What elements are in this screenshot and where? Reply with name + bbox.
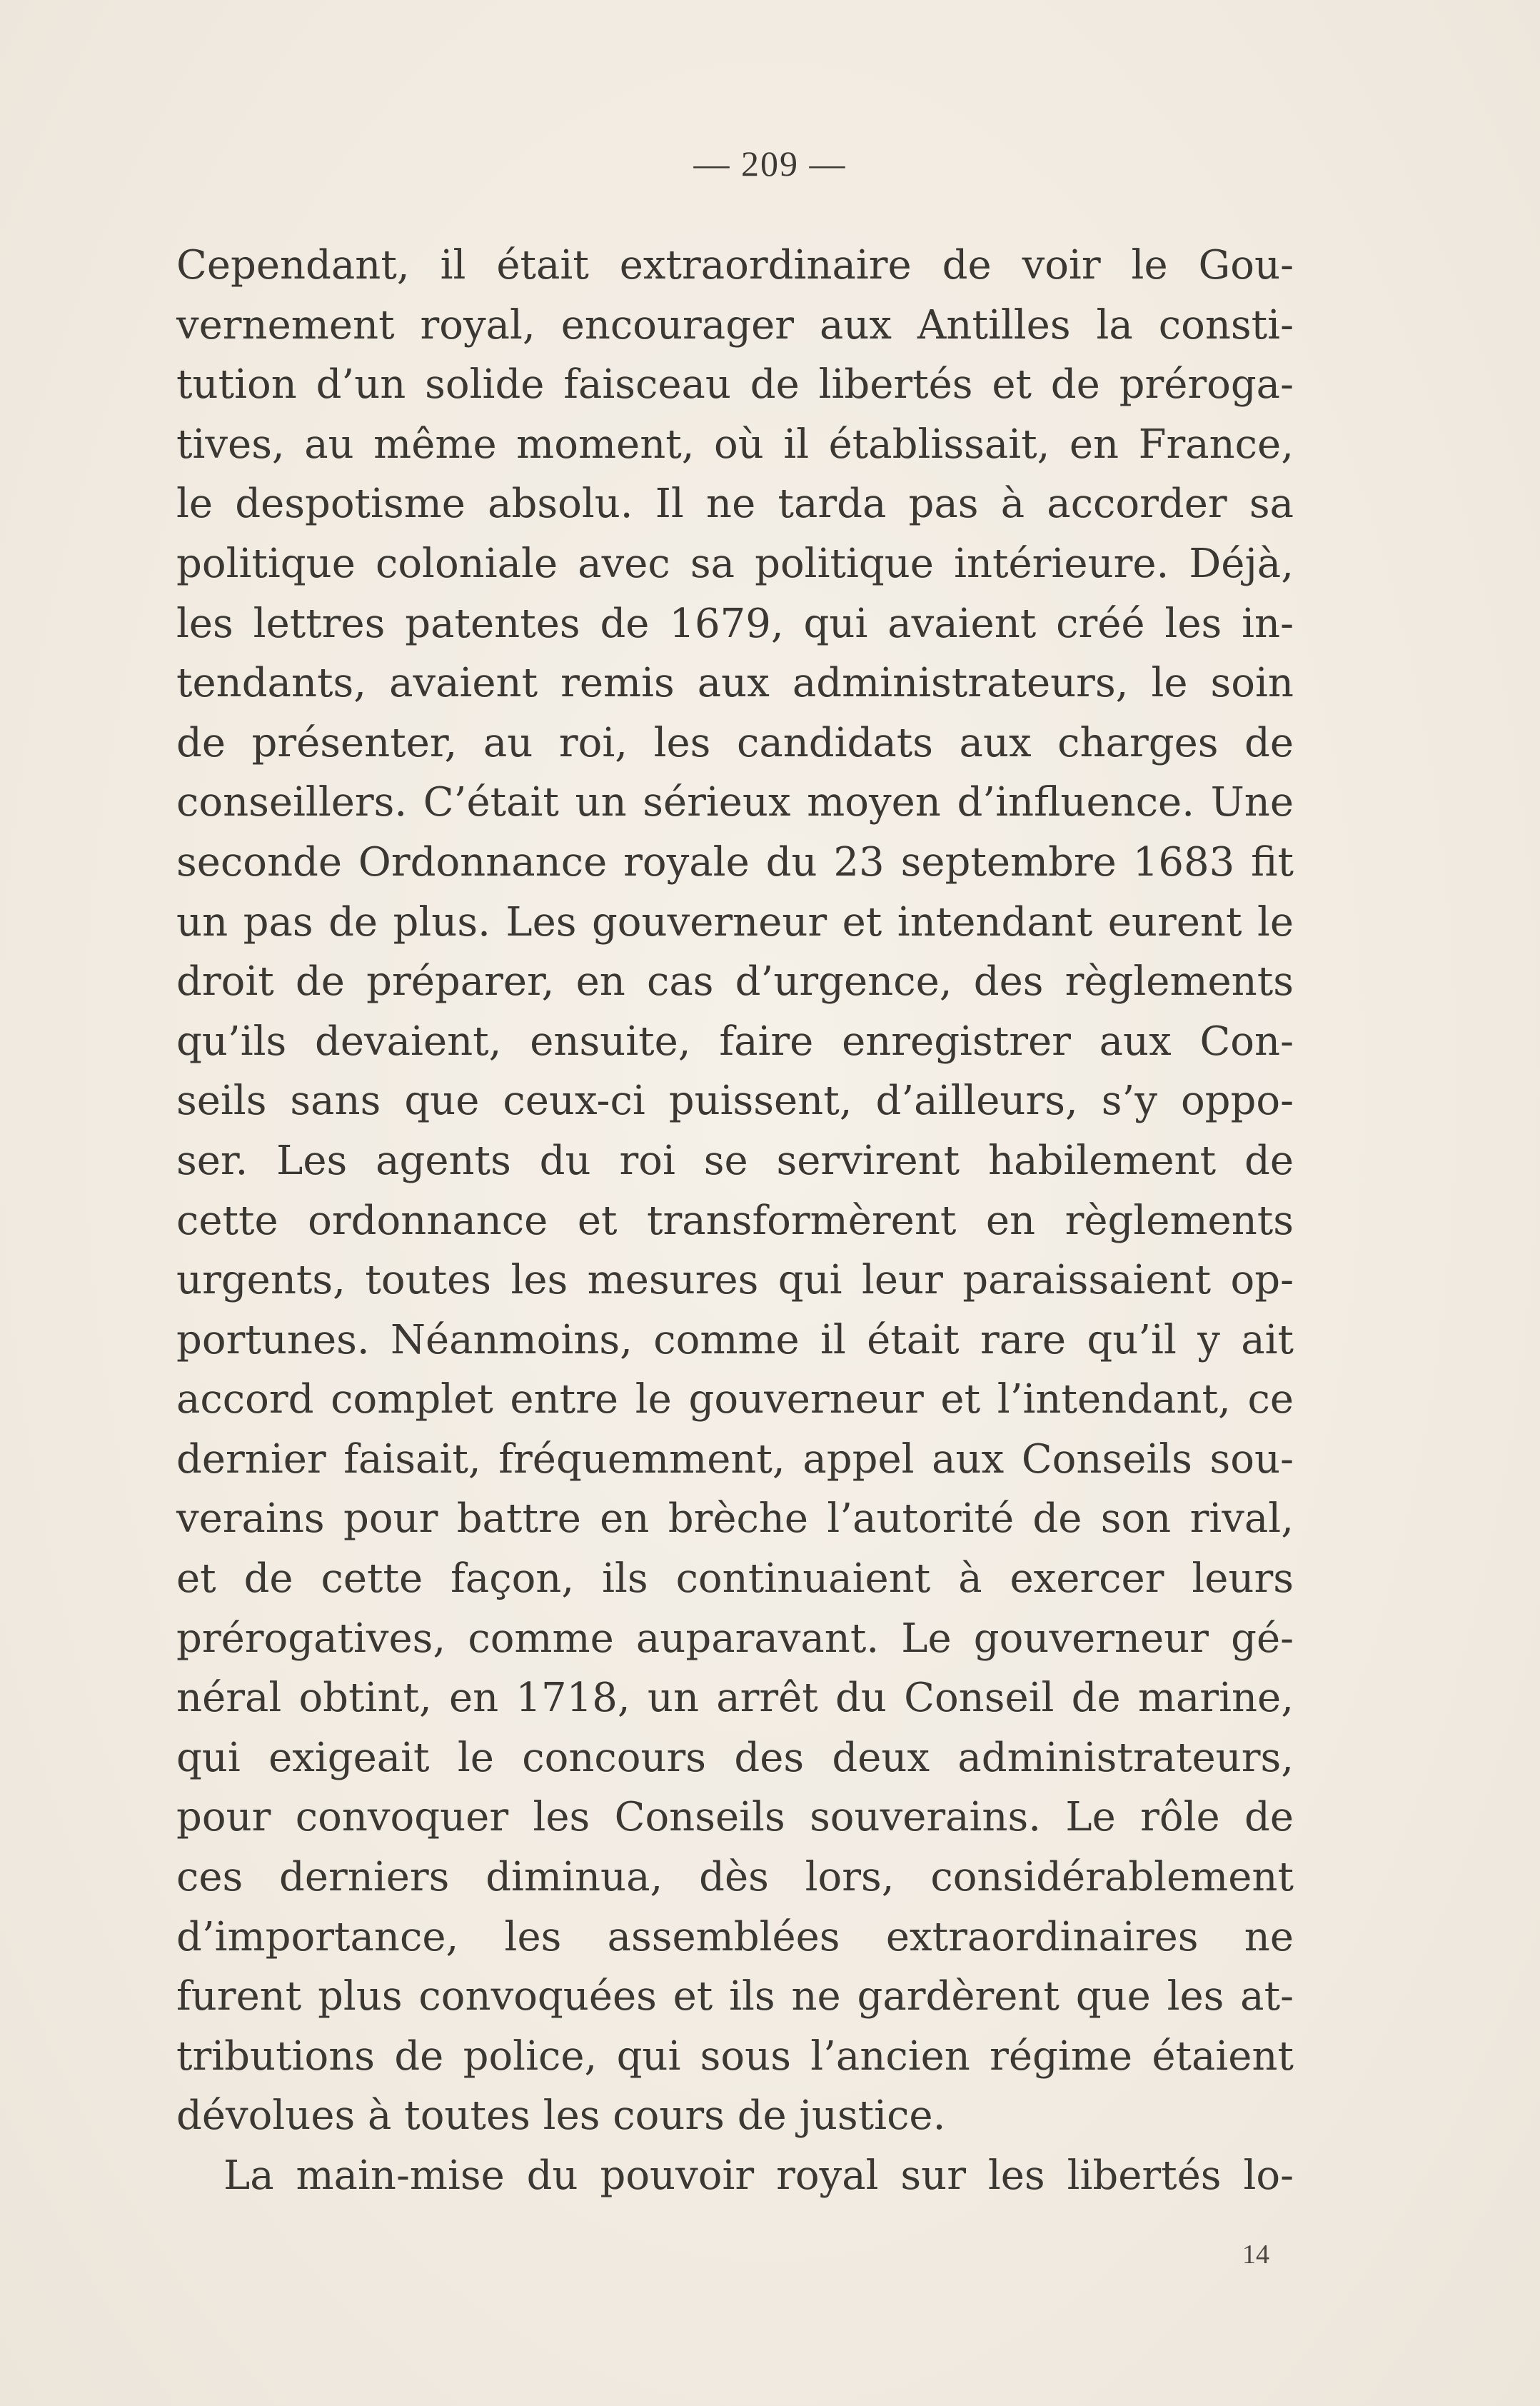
body-text [176, 236, 1294, 2206]
text-line: cette ordonnance et transformèrent en règlements [176, 1197, 1294, 1244]
text-line: les lettres patentes de 1679, qui avaient créé les in- [176, 600, 1294, 647]
text-line: le despotisme absolu. Il ne tarda pas à accorder sa [176, 481, 1294, 528]
text-line: accord complet entre le gouverneur et l’intendant, ce [176, 1376, 1294, 1423]
text-line: droit de préparer, en cas d’urgence, des règlements [176, 958, 1294, 1006]
text-line: tendants, avaient remis aux administrateurs, le soin [176, 660, 1294, 707]
text-line: néral obtint, en 1718, un arrêt du Conseil de marine, [176, 1675, 1294, 1722]
text-line: pour convoquer les Conseils souverains. Le rôle de [176, 1794, 1294, 1841]
text-line: verains pour battre en brèche l’autorité de son rival, [176, 1495, 1294, 1543]
text-line: prérogatives, comme auparavant. Le gouverneur gé- [176, 1615, 1294, 1662]
text-line: de présenter, au roi, les candidats aux charges de [176, 719, 1294, 766]
text-line: qu’ils devaient, ensuite, faire enregistrer aux Con- [176, 1018, 1294, 1065]
text-line: Cependant, il était extraordinaire de voir le Gou- [176, 242, 1294, 289]
text-line: dernier faisait, fréquemment, appel aux Conseils sou- [176, 1435, 1294, 1483]
page-number-header: — 209 — [693, 144, 847, 184]
signature-mark: 14 [1242, 2240, 1269, 2270]
text-line: politique coloniale avec sa politique intérieure. Déjà, [176, 540, 1294, 587]
text-line: vernement royal, encourager aux Antilles la consti- [176, 301, 1294, 349]
text-line: conseillers. C’était un sérieux moyen d’influence. Une [176, 779, 1294, 826]
text-line: seils sans que ceux-ci puissent, d’ailleurs, s’y oppo- [176, 1078, 1294, 1125]
text-line: et de cette façon, ils continuaient à exercer leurs [176, 1555, 1294, 1603]
text-line: ces derniers diminua, dès lors, considérablement [176, 1854, 1294, 1901]
text-line: qui exigeait le concours des deux administrateurs, [176, 1734, 1294, 1781]
text-line: tributions de police, qui sous l’ancien régime étaient [176, 2032, 1294, 2080]
text-line: d’importance, les assemblées extraordinaires ne [176, 1913, 1294, 1960]
text-line-paragraph-end: dévolues à toutes les cours de justice. [176, 2092, 946, 2140]
text-line: tution d’un solide faisceau de libertés et de préroga- [176, 361, 1294, 408]
text-line: urgents, toutes les mesures qui leur paraissaient op- [176, 1257, 1294, 1304]
text-line: ser. Les agents du roi se servirent habilement de [176, 1137, 1294, 1184]
text-line-paragraph-start: La main-mise du pouvoir royal sur les libertés lo- [223, 2152, 1294, 2199]
text-line: seconde Ordonnance royale du 23 septembre 1683 fit [176, 838, 1294, 886]
text-line: furent plus convoquées et ils ne gardèrent que les at- [176, 1973, 1294, 2020]
text-line: tives, au même moment, où il établissait, en France, [176, 421, 1294, 468]
text-line: portunes. Néanmoins, comme il était rare qu’il y ait [176, 1316, 1294, 1363]
text-line: un pas de plus. Les gouverneur et intendant eurent le [176, 898, 1294, 946]
